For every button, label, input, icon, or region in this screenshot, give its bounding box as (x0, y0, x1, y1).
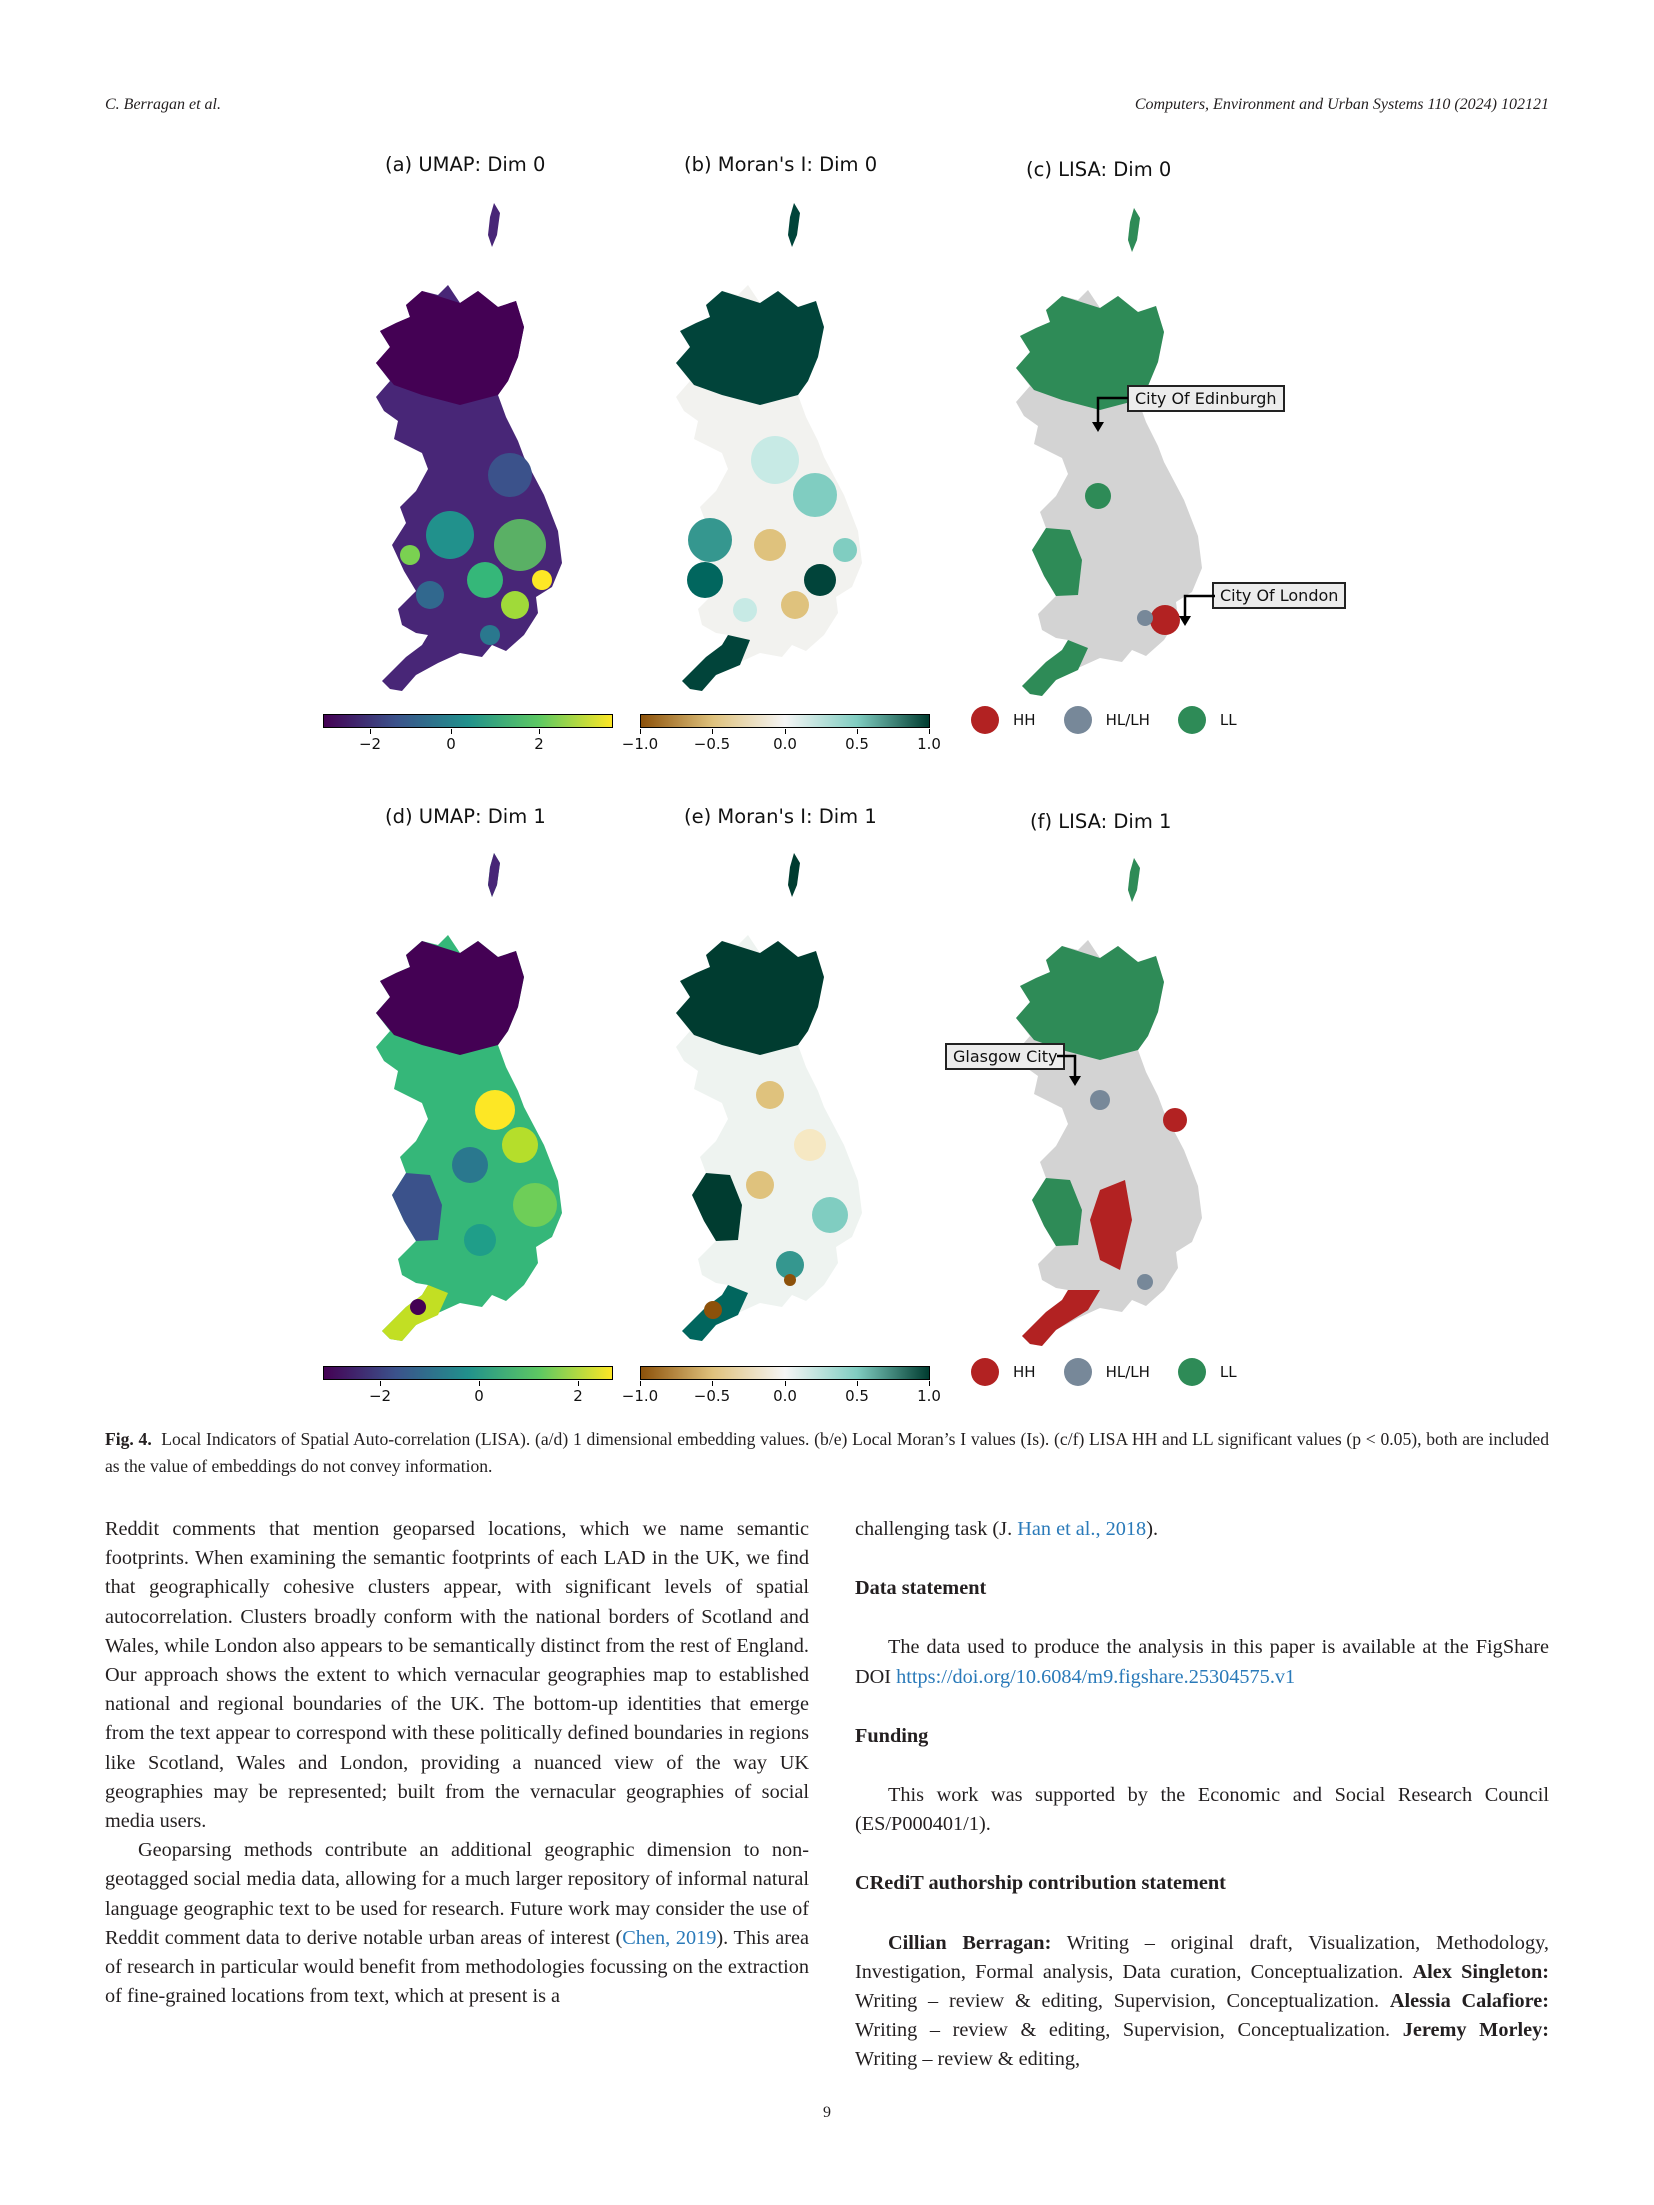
credit-role-2: Writing – review & editing, Supervision, Conceptualization. (855, 1990, 1390, 2013)
credit-role-1: Writing – original draft, Visualization, Methodology, Investigation, Formal analysis, Data curation, Conceptualization. (855, 1931, 1549, 1983)
page-number: 9 (823, 2104, 831, 2121)
colorbar-umap-dim1-ticks (323, 1387, 613, 1409)
legend-ll-swatch (1178, 706, 1206, 734)
map-umap-dim1 (310, 845, 610, 1355)
callout-arrow-london (1175, 594, 1220, 634)
citation-link-han[interactable]: Han et al., 2018 (1017, 1518, 1147, 1540)
tick-label: −2 (358, 735, 382, 753)
map-umap-dim0 (310, 195, 610, 705)
panel-title-c: (c) LISA: Dim 0 (1026, 158, 1172, 181)
credit-name-3: Alessia Calafiore: (1389, 1990, 1549, 2013)
panel-title-f: (f) LISA: Dim 1 (1030, 810, 1172, 833)
tick-label: 2 (573, 1387, 583, 1405)
legend-hh-swatch (971, 706, 999, 734)
legend-ll-label: LL (1219, 1363, 1237, 1381)
legend-hl-lh-label: HL/LH (1105, 1363, 1150, 1381)
colorbar-moran-dim0-ticks (621, 735, 941, 757)
para2-text-b: ). This area of research in particular would benefit from methodologies focussing on the extraction of fine-grained locations from text, which at present is a (105, 1926, 809, 2008)
body-paragraph-2 (105, 1836, 809, 2011)
running-header-journal: Computers, Environment and Urban Systems 110 (2024) 102121 (1134, 96, 1549, 113)
left-column (105, 1515, 809, 2011)
tick-label: 0 (474, 1387, 484, 1405)
colorbar-umap-dim0-ticks (323, 735, 613, 757)
continuation-paragraph (855, 1515, 1549, 1544)
credit-role-4: Writing – review & editing, (855, 2048, 1081, 2071)
callout-glasgow: Glasgow City (945, 1043, 1065, 1070)
running-header-authors: C. Berragan et al. (105, 96, 221, 113)
tick-label: 0.5 (845, 1387, 869, 1405)
legend-hl-lh-label: HL/LH (1105, 711, 1150, 729)
callout-arrow-edinburgh (1088, 396, 1133, 436)
right-column (855, 1515, 1549, 2075)
colorbar-umap-dim1 (323, 1366, 613, 1380)
legend-hh-swatch (971, 1358, 999, 1386)
colorbar-moran-dim1-ticks (621, 1387, 941, 1409)
tick-label: 0.0 (773, 1387, 797, 1405)
heading-funding: Funding (855, 1724, 929, 1747)
tick-label: −2 (368, 1387, 392, 1405)
credit-name-1: Cillian Berragan: (888, 1931, 1052, 1954)
panel-title-b: (b) Moran's I: Dim 0 (684, 153, 878, 176)
credit-paragraph (855, 1929, 1549, 2075)
callout-arrow-glasgow (1055, 1054, 1100, 1094)
body-paragraph-1: Reddit comments that mention geoparsed locations, which we name semantic footprints. When examining the semantic footprints of each LAD in the UK, we find that geographically cohesive clusters appear, with significant levels of spatial autocorrelation. Clusters broadly conform with the national borders of Scotland and Wales, while London also appears to be semantically distinct from the rest of England. Our approach shows the extent to which vernacular geographies map to established national and regional boundaries of the UK. The bottom-up identities that emerge from the text appear to correspond with these politically defined boundaries in regions like Scotland, Wales and London, providing a nuanced view of the way UK geographies may be represented; built from the vernacular geographies of social media users. (105, 1518, 809, 1833)
heading-credit: CRediT authorship contribution statement (855, 1872, 1226, 1895)
tick-label: −0.5 (693, 735, 731, 753)
map-moran-dim0 (610, 195, 910, 705)
lisa-legend-dim1 (971, 1358, 1265, 1386)
data-statement-paragraph (855, 1633, 1549, 1691)
panel-title-d: (d) UMAP: Dim 1 (385, 805, 546, 828)
map-moran-dim1 (610, 845, 910, 1355)
continuation-text-b: ). (1146, 1518, 1159, 1540)
para2-text-a: Geoparsing methods contribute an additional geographic dimension to non-geotagged social media data, allowing for a much larger repository of informal natural language geographic text to be used for research. Future work may consider the use of Reddit comment data to derive notable urban areas of interest ( (105, 1839, 809, 1949)
colorbar-moran-dim1 (640, 1366, 930, 1380)
data-statement-text: The data used to produce the analysis in this paper is available at the FigShare DOI (855, 1636, 1549, 1688)
figure-caption-text: Local Indicators of Spatial Auto-correlation (LISA). (a/d) 1 dimensional embedding values. (b/e) Local Moran’s I values (Is). (c/f) LISA HH and LL significant values (p < 0.05), both are included as the value of embeddings do not convey information. (105, 1429, 1550, 1476)
credit-name-4: Jeremy Morley: (1402, 2019, 1549, 2042)
callout-london: City Of London (1212, 582, 1346, 609)
panel-title-a: (a) UMAP: Dim 0 (385, 153, 546, 176)
figure-caption-label: Fig. 4. (105, 1429, 152, 1449)
legend-hl-lh-swatch (1064, 1358, 1092, 1386)
citation-link-chen[interactable]: Chen, 2019 (622, 1926, 717, 1949)
legend-hh-label: HH (1013, 711, 1036, 729)
tick-label: −1.0 (621, 1387, 659, 1405)
map-lisa-dim1 (950, 850, 1250, 1360)
figshare-doi-link[interactable]: https://doi.org/10.6084/m9.figshare.25304575.v1 (896, 1665, 1296, 1688)
funding-paragraph: This work was supported by the Economic and Social Research Council (ES/P000401/1). (855, 1784, 1549, 1836)
tick-label: 0 (446, 735, 456, 753)
panel-title-e: (e) Moran's I: Dim 1 (684, 805, 877, 828)
legend-hh-label: HH (1013, 1363, 1036, 1381)
callout-edinburgh: City Of Edinburgh (1127, 385, 1285, 412)
continuation-text-a: challenging task (J. (855, 1518, 1018, 1540)
colorbar-moran-dim0 (640, 714, 930, 728)
legend-hl-lh-swatch (1064, 706, 1092, 734)
lisa-legend-dim0 (971, 706, 1265, 734)
tick-label: 1.0 (917, 1387, 941, 1405)
colorbar-umap-dim0 (323, 714, 613, 728)
figure-caption (105, 1426, 1549, 1480)
tick-label: 0.0 (773, 735, 797, 753)
credit-role-3: Writing – review & editing, Supervision, Conceptualization. (855, 2019, 1403, 2042)
tick-label: −1.0 (621, 735, 659, 753)
tick-label: 2 (534, 735, 544, 753)
tick-label: −0.5 (693, 1387, 731, 1405)
credit-name-2: Alex Singleton: (1412, 1960, 1549, 1983)
tick-label: 1.0 (917, 735, 941, 753)
heading-data-statement: Data statement (855, 1577, 987, 1600)
tick-label: 0.5 (845, 735, 869, 753)
legend-ll-swatch (1178, 1358, 1206, 1386)
legend-ll-label: LL (1219, 711, 1237, 729)
